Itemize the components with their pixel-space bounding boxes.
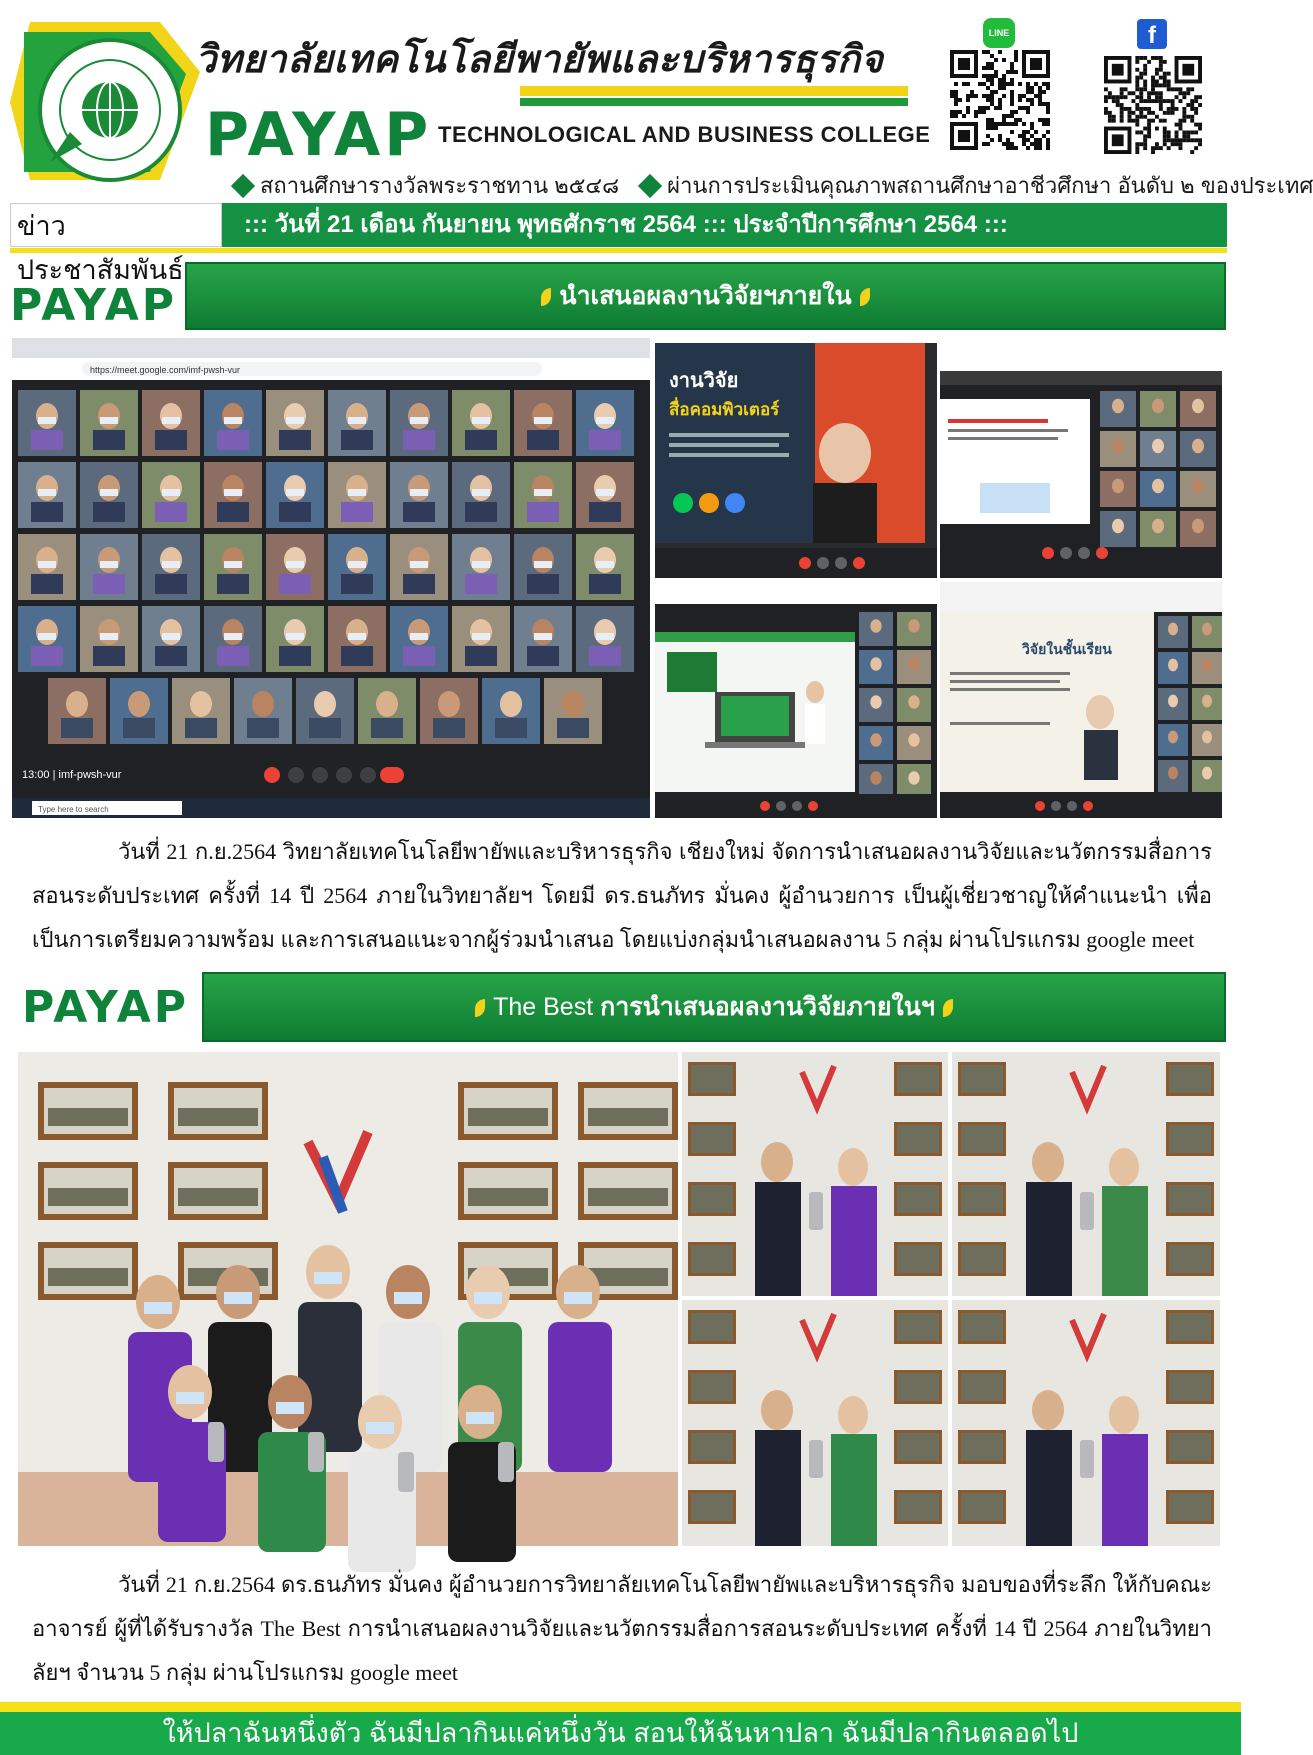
camera-icon[interactable] [288, 767, 304, 783]
hand-icon[interactable] [312, 767, 328, 783]
meet-code: 13:00 | imf-pwsh-vur [22, 769, 122, 781]
college-english-title: TECHNOLOGICAL AND BUSINESS COLLEGE [438, 122, 931, 147]
slide-title: วิจัยในชั้นเรียน [1022, 641, 1112, 657]
diamond-icon [231, 174, 255, 198]
section2-brand: PAYAP [22, 982, 190, 1033]
slide-screenshot-1 [655, 343, 937, 578]
award-photo-4 [952, 1300, 1220, 1546]
college-logo [10, 12, 200, 190]
leaf-icon [943, 999, 953, 1017]
taskbar-search[interactable]: Type here to search [38, 805, 109, 814]
slide-subtitle: สื่อคอมพิวเตอร์ [669, 400, 780, 419]
meet-participant-grid [18, 390, 634, 744]
footer-divider [0, 1702, 1241, 1712]
line-qr-code-icon[interactable] [950, 50, 1050, 154]
page-header [0, 0, 1313, 200]
more-icon[interactable] [360, 767, 376, 783]
section2-banner [202, 972, 1226, 1042]
leaf-icon [475, 999, 485, 1017]
facebook-qr-code-icon[interactable] [1104, 56, 1202, 154]
section1-paragraph: วันที่ 21 ก.ย.2564 วิทยาลัยเทคโนโลยีพายัพและบริหารธุรกิจ เชียงใหม่ จัดการนำเสนอผลงานวิจัยและนวัตกรรมสื่อการสอนระดับประเทศ ครั้งที่ 14 ปี 2564 ภายในวิทยาลัยฯ โดยมี ดร.ธนภัทร มั่นคง ผู้อำนวยการ เป็นผู้เชี่ยวชาญให้คำแนะนำ เพื่อเป็นการเตรียมความพร้อม และการเสนอแนะจากผู้ร่วมนำเสนอ โดยแบ่งกลุ่มนำเสนอผลงาน 5 กลุ่ม ผ่านโปรแกรม google meet [32, 839, 1212, 952]
slide-screenshot-3 [655, 582, 937, 818]
news-label: ข่าวประชาสัมพันธ์ [10, 203, 222, 247]
present-icon[interactable] [336, 767, 352, 783]
section2-title-th: การนำเสนอผลงานวิจัยภายในฯ [600, 993, 935, 1021]
section1-banner [185, 262, 1226, 330]
leaf-icon [541, 288, 551, 306]
slide-title: งานวิจัย [669, 370, 739, 392]
accolades-line [232, 168, 1313, 203]
award-photo-1 [682, 1052, 948, 1296]
section1-brand: PAYAP [10, 280, 178, 331]
award-photo-2 [952, 1052, 1220, 1296]
news-bar [0, 200, 1241, 285]
title-underline-bars [520, 86, 908, 108]
accolade-award: สถานศึกษารางวัลพระราชทาน ๒๕๔๘ [260, 173, 620, 198]
mic-icon[interactable] [264, 767, 280, 783]
facebook-icon[interactable]: f [1137, 19, 1167, 49]
college-thai-title: วิทยาลัยเทคโนโลยีพายัพและบริหารธุรกิจ [195, 36, 884, 81]
payap-wordmark: PAYAP [205, 100, 433, 170]
award-photo-3 [682, 1300, 948, 1546]
end-call-icon[interactable] [380, 767, 404, 783]
section2-title-en: The Best [493, 993, 594, 1021]
section1-title: นำเสนอผลงานวิจัยฯภายใน [559, 282, 852, 310]
footer-motto: ให้ปลาฉันหนึ่งตัว ฉันมีปลากินแค่หนึ่งวัน สอนให้ฉันหาปลา ฉันมีปลากินตลอดไป [0, 1712, 1241, 1755]
accolade-ranking: ผ่านการประเมินคุณภาพสถานศึกษาอาชีวศึกษา อันดับ ๒ ของประเทศ [667, 173, 1313, 198]
section2-paragraph: วันที่ 21 ก.ย.2564 ดร.ธนภัทร มั่นคง ผู้อำนวยการวิทยาลัยเทคโนโลยีพายัพและบริหารธุรกิจ มอบของที่ระลึก ให้กับคณะอาจารย์ ผู้ที่ได้รับรางวัล The Best การนำเสนอผลงานวิจัยและนวัตกรรมสื่อการสอนระดับประเทศ ครั้งที่ 14 ปี 2564 ภายในวิทยาลัยฯ จำนวน 5 กลุ่ม ผ่านโปรแกรม google meet [32, 1572, 1212, 1685]
leaf-icon [860, 288, 870, 306]
divider [10, 248, 1227, 253]
group-photo [18, 1052, 678, 1546]
diamond-icon [638, 174, 662, 198]
meet-url: https://meet.google.com/imf-pwsh-vur [90, 365, 241, 375]
slide-screenshot-2 [940, 343, 1222, 578]
line-icon[interactable]: LINE [983, 18, 1015, 48]
meet-screenshot [12, 338, 650, 818]
slide-screenshot-4 [940, 582, 1222, 818]
news-date-strip: ::: วันที่ 21 เดือน กันยายน พุทธศักราช 2564 ::: ประจำปีการศึกษา 2564 ::: [222, 203, 1227, 247]
